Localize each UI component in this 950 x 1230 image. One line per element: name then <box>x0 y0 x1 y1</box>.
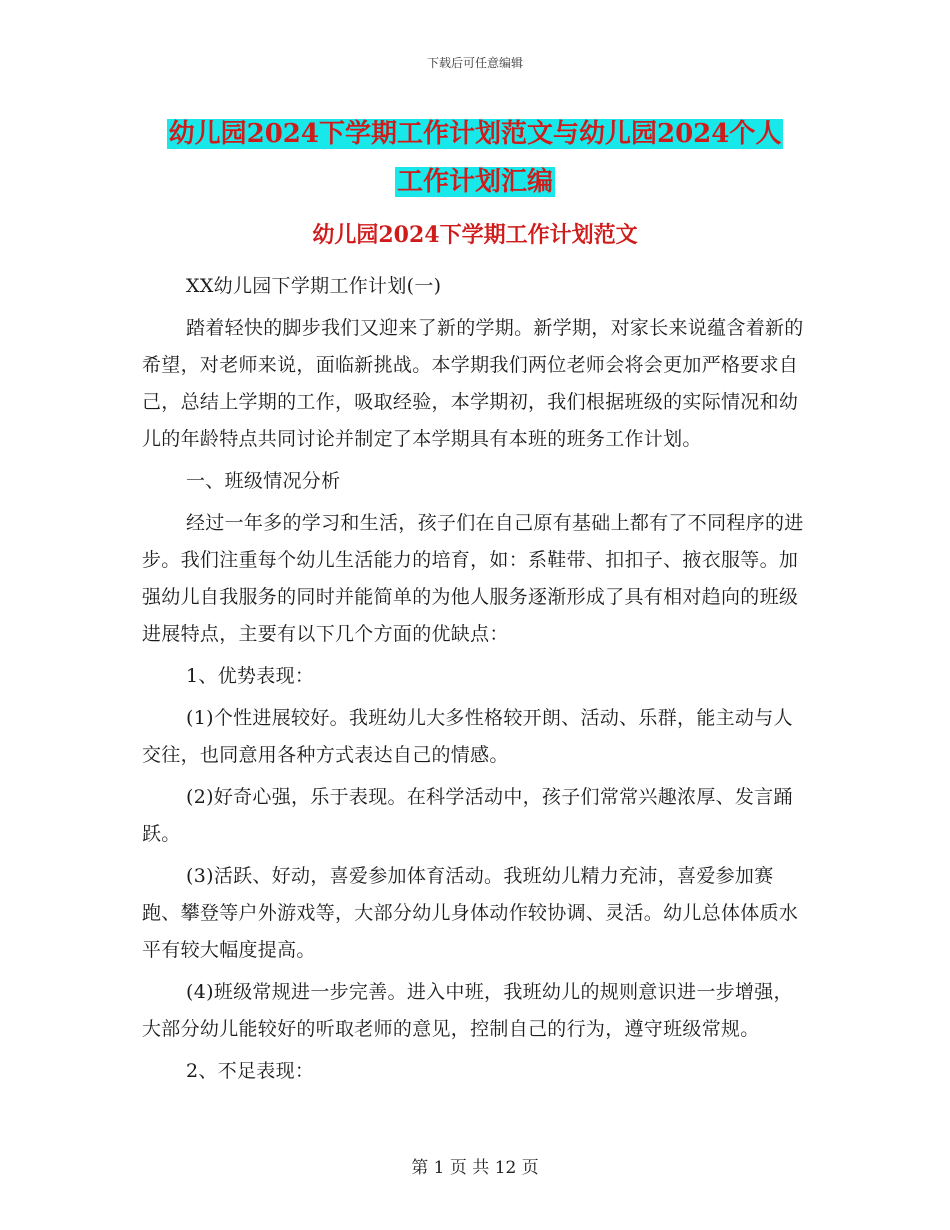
paragraph: (4)班级常规进一步完善。进入中班，我班幼儿的规则意识进一步增强，大部分幼儿能较好的听取老师的意见，控制自己的行为，遵守班级常规。 <box>142 981 793 1040</box>
document-body <box>142 268 812 1095</box>
page-footer: 第 1 页 共 12 页 <box>411 1158 539 1178</box>
document-title <box>0 110 950 206</box>
title-line-2: 工作计划汇编 <box>396 167 553 197</box>
paragraph: (3)活跃、好动，喜爱参加体育活动。我班幼儿精力充沛，喜爱参加赛跑、攀登等户外游戏等，大部分幼儿身体动作较协调、灵活。幼儿总体体质水平有较大幅度提高。 <box>142 865 799 961</box>
paragraph: 一、班级情况分析 <box>186 470 341 492</box>
paragraph: (1)个性进展较好。我班幼儿大多性格较开朗、活动、乐群，能主动与人交往，也同意用各种方式表达自己的情感。 <box>142 707 793 766</box>
paragraph: 1、优势表现： <box>186 665 315 687</box>
paragraph: 2、不足表现： <box>186 1060 315 1082</box>
title-line-1: 幼儿园2024下学期工作计划范文与幼儿园2024个人 <box>168 119 782 149</box>
paragraph: 经过一年多的学习和生活，孩子们在自己原有基础上都有了不同程序的进步。我们注重每个幼儿生活能力的培育，如：系鞋带、扣扣子、掖衣服等。加强幼儿自我服务的同时并能简单的为他人服务逐渐形成了具有相对趋向的班级进展特点，主要有以下几个方面的优缺点： <box>142 512 804 645</box>
paragraph: (2)好奇心强，乐于表现。在科学活动中，孩子们常常兴趣浓厚、发言踊跃。 <box>142 786 793 845</box>
section-title: 幼儿园2024下学期工作计划范文 <box>312 222 638 248</box>
paragraph: 踏着轻快的脚步我们又迎来了新的学期。新学期，对家长来说蕴含着新的希望，对老师来说，面临新挑战。本学期我们两位老师会将会更加严格要求自己，总结上学期的工作，吸取经验，本学期初，我们根据班级的实际情况和幼儿的年龄特点共同讨论并制定了本学期具有本班的班务工作计划。 <box>142 317 804 450</box>
header-note: 下载后可任意编辑 <box>426 56 523 70</box>
paragraph: XX幼儿园下学期工作计划(一) <box>186 275 442 297</box>
